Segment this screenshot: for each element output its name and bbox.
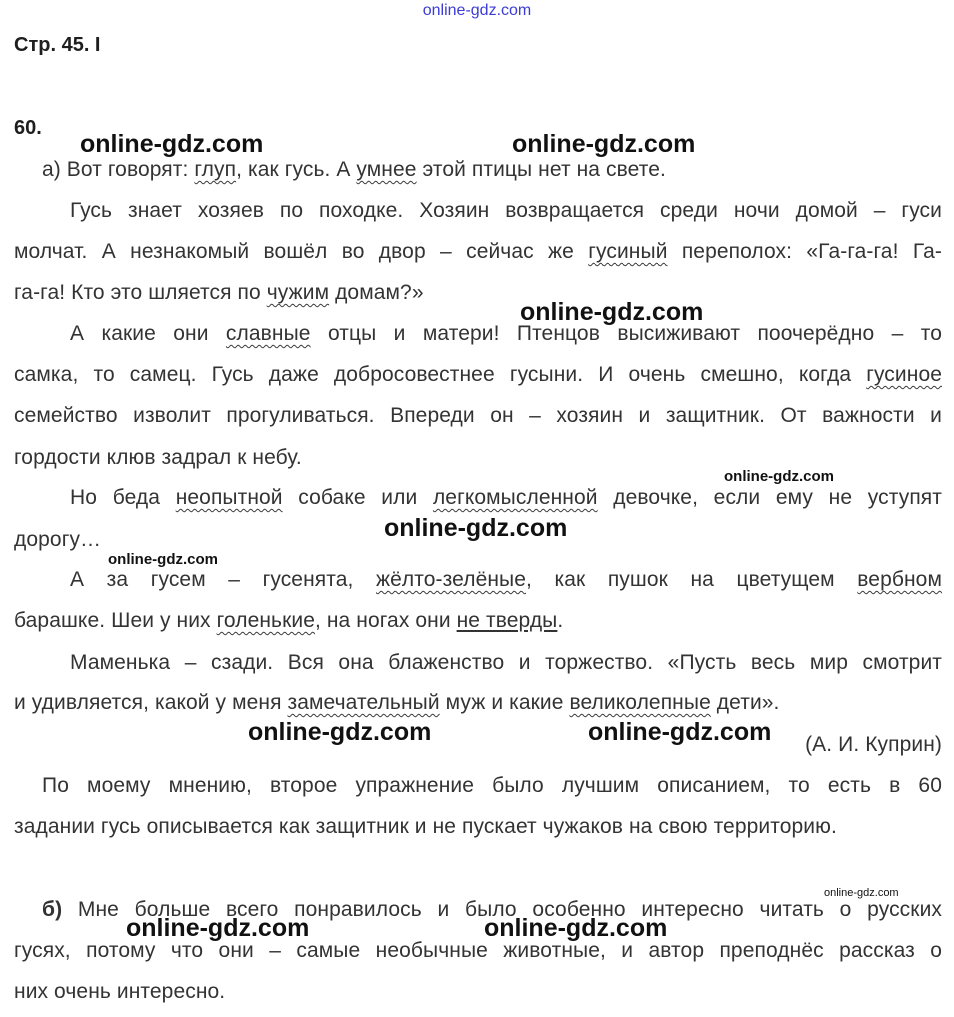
page-reference: Стр. 45. I: [14, 34, 101, 56]
top-watermark: online-gdz.com: [422, 2, 532, 19]
text-line-12: барашке. Шеи у них голенькие, на ногах они не тверды.: [14, 609, 564, 632]
text-line-5: А какие они славные отцы и матери! Птенцов высиживают поочерёдно – то: [70, 322, 942, 345]
task-number: 60.: [14, 117, 42, 139]
text-line-8: гордости клюв задрал к небу.: [14, 446, 302, 469]
watermark-text: online-gdz.com: [824, 887, 899, 899]
part-b-line-1: б) Мне больше всего понравилось и было особенно интересно читать о русских: [42, 898, 942, 921]
part-b-line-3: них очень интересно.: [14, 980, 226, 1003]
text-line-11: А за гусем – гусенята, жёлто-зелёные, как пушок на цветущем вербном: [70, 568, 942, 591]
opinion-line-1: По моему мнению, второе упражнение было лучшим описанием, то есть в 60: [42, 774, 942, 797]
watermark-text: online-gdz.com: [512, 130, 696, 158]
watermark-text: online-gdz.com: [108, 551, 218, 568]
watermark-text: online-gdz.com: [248, 718, 432, 746]
watermark-text: online-gdz.com: [484, 914, 668, 942]
text-line-2: Гусь знает хозяев по походке. Хозяин возвращается среди ночи домой – гуси: [70, 199, 942, 222]
text-line-6: самка, то самец. Гусь даже добросовестнее гусыни. И очень смешно, когда гусиное: [14, 363, 942, 386]
text-line-4: га-га! Кто это шляется по чужим домам?»: [14, 281, 424, 304]
text-line-1: а) Вот говорят: глуп, как гусь. А умнее этой птицы нет на свете.: [42, 158, 666, 181]
opinion-line-2: задании гусь описывается как защитник и не пускает чужаков на свою территорию.: [14, 815, 837, 838]
text-line-14: и удивляется, какой у меня замечательный муж и какие великолепные дети».: [14, 691, 780, 714]
text-line-13: Маменька – сзади. Вся она блаженство и торжество. «Пусть весь мир смотрит: [70, 651, 942, 674]
watermark-text: online-gdz.com: [520, 298, 704, 326]
text-line-9: Но беда неопытной собаке или легкомысленной девочке, если ему не уступят: [70, 486, 942, 509]
part-b-line-2: гусях, потому что они – самые необычные животные, и автор преподнёс рассказ о: [14, 939, 942, 962]
author-attribution: (А. И. Куприн): [805, 733, 942, 756]
watermark-text: online-gdz.com: [126, 914, 310, 942]
text-line-7: семейство изволит прогуливаться. Впереди он – хозяин и защитник. От важности и: [14, 404, 942, 427]
watermark-text: online-gdz.com: [588, 718, 772, 746]
watermark-text: online-gdz.com: [384, 514, 568, 542]
text-line-3: молчат. А незнакомый вошёл во двор – сейчас же гусиный переполох: «Га-га-га! Га-: [14, 240, 942, 263]
text-line-10: дорогу…: [14, 528, 102, 551]
watermark-text: online-gdz.com: [724, 468, 834, 485]
watermark-text: online-gdz.com: [80, 130, 264, 158]
